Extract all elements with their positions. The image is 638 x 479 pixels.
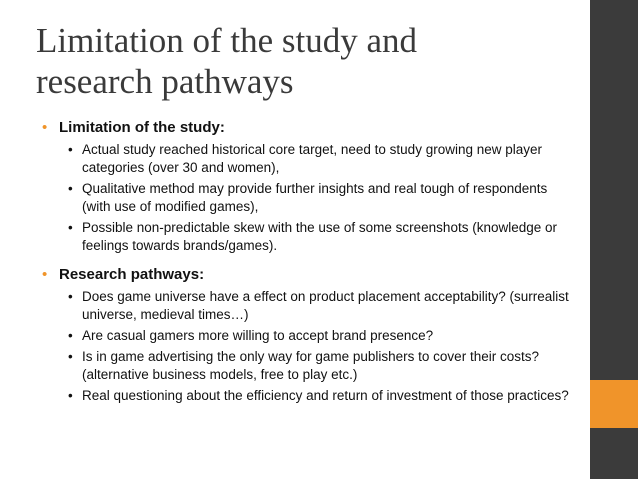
list-item-text: Real questioning about the efficiency and return of investment of those practices? <box>82 388 569 403</box>
bullet-list <box>42 141 572 255</box>
list-item <box>68 180 572 216</box>
section-heading <box>42 118 572 137</box>
bullet-icon: • <box>42 119 48 136</box>
section-heading-text: Limitation of the study: <box>59 119 225 136</box>
bullet-list <box>42 288 572 405</box>
list-item <box>68 141 572 177</box>
bullet-icon: • <box>42 266 48 283</box>
title-line-2: research pathways <box>36 62 294 101</box>
list-item-text: Qualitative method may provide further insights and real tough of respondents (with use of modified games), <box>82 181 548 214</box>
side-accent-square <box>590 380 638 428</box>
list-item-text: Is in game advertising the only way for game publishers to cover their costs? (alternative business models, free to play etc.) <box>82 349 539 382</box>
list-item <box>68 327 572 345</box>
section-limitations <box>42 118 572 255</box>
list-item-text: Are casual gamers more willing to accept brand presence? <box>82 328 434 343</box>
section-heading-text: Research pathways: <box>59 266 205 283</box>
bullet-icon: • <box>68 328 73 343</box>
list-item <box>68 219 572 255</box>
list-item-text: Actual study reached historical core target, need to study growing new player categories (over 30 and women), <box>82 142 543 175</box>
bullet-icon: • <box>68 388 73 403</box>
slide-title <box>36 20 576 102</box>
bullet-icon: • <box>68 220 73 235</box>
bullet-icon: • <box>68 349 73 364</box>
list-item <box>68 348 572 384</box>
title-line-1: Limitation of the study and <box>36 21 418 60</box>
section-heading <box>42 265 572 284</box>
bullet-icon: • <box>68 289 73 304</box>
section-research-pathways <box>42 265 572 405</box>
list-item-text: Does game universe have a effect on product placement acceptability? (surrealist universe, medieval times…) <box>82 289 569 322</box>
bullet-icon: • <box>68 142 73 157</box>
bullet-icon: • <box>68 181 73 196</box>
list-item <box>68 387 572 405</box>
list-item-text: Possible non-predictable skew with the use of some screenshots (knowledge or feelings towards brands/games). <box>82 220 557 253</box>
list-item <box>68 288 572 324</box>
slide-content <box>42 118 572 408</box>
